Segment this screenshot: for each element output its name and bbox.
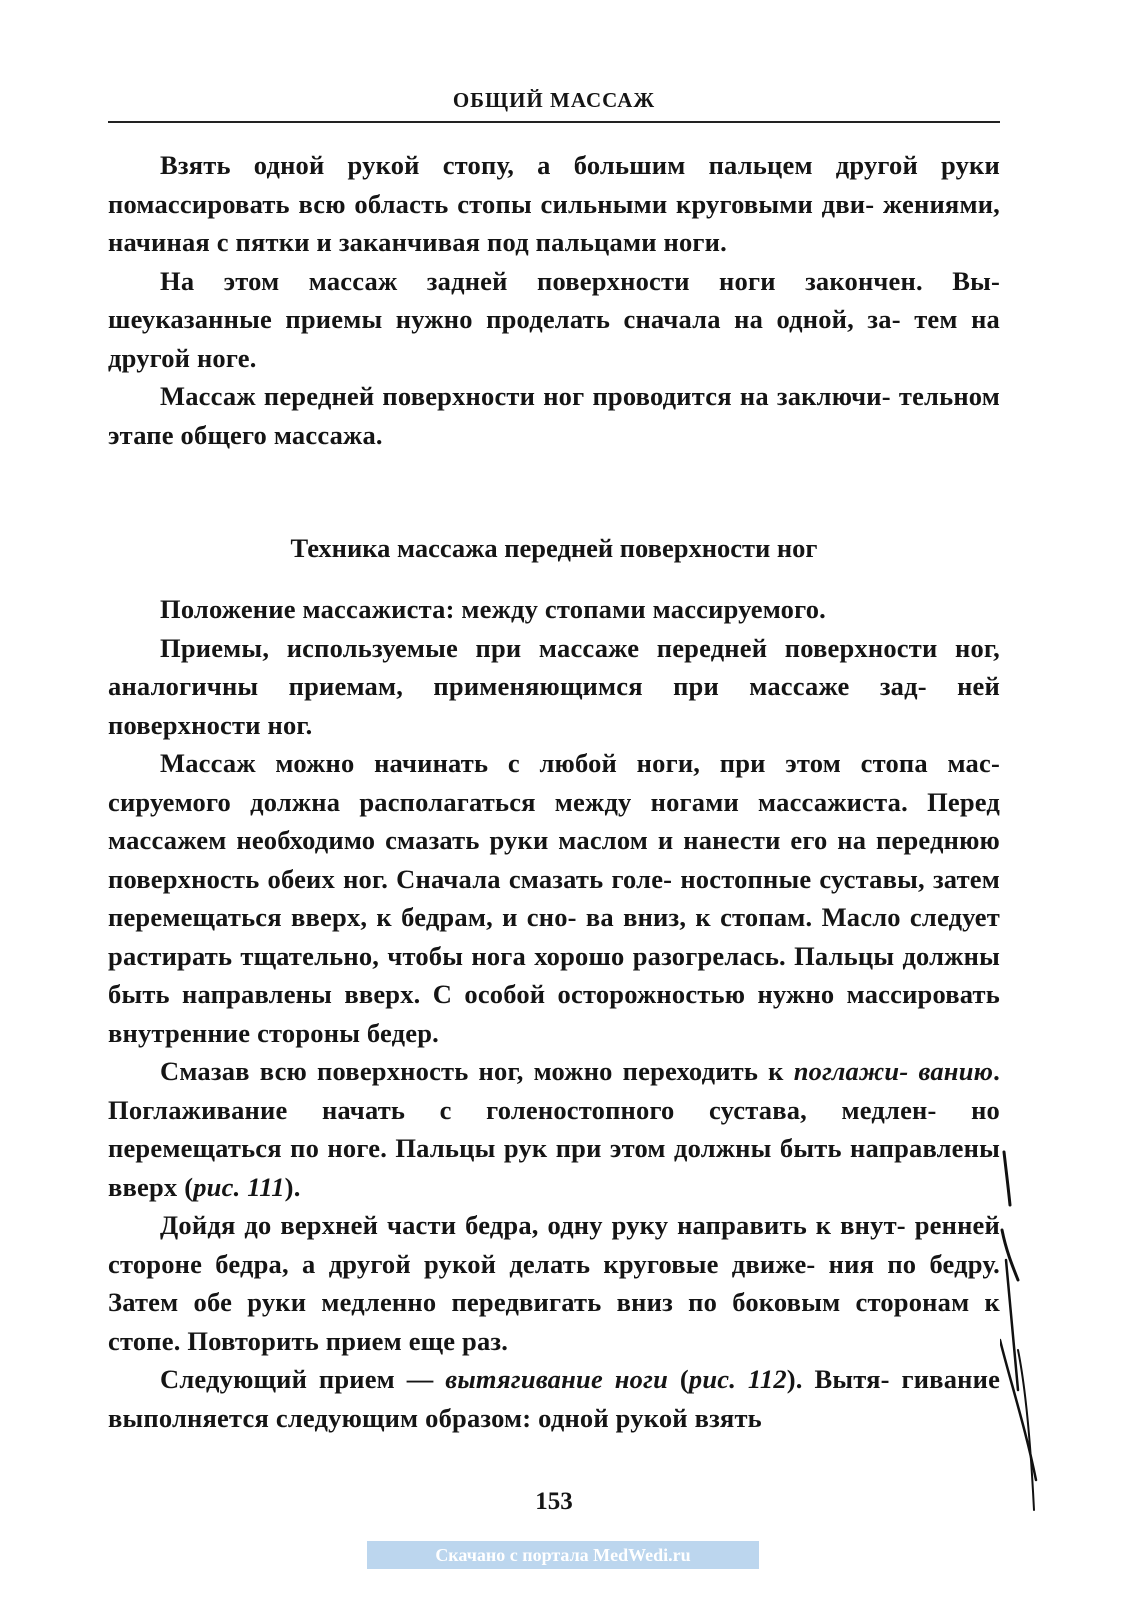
paragraph-techniques <box>108 629 1000 745</box>
paragraph-stretching <box>108 1360 1000 1437</box>
text-line: ( <box>668 1364 689 1394</box>
text-line: . Поглаживание начать с голеностопного сустава, медлен- <box>108 1056 1000 1125</box>
text-line: ностопные суставы, затем перемещаться вверх, к бедрам, и сно- <box>108 863 1001 932</box>
text-line: гивание выполняется следующим образом: одной рукой взять <box>108 1364 1001 1433</box>
text-line: нога хорошо разогрелась. Пальцы должны быть направлены <box>108 940 1000 1009</box>
page-number: 153 <box>535 1488 573 1515</box>
text-line: Положение массажиста: между стопами массируемого. <box>160 594 826 624</box>
paragraph-position <box>108 590 1000 629</box>
text-line: направлены вверх ( <box>108 1133 1001 1202</box>
text-line: Взять одной рукой стопу, а большим пальцем другой руки <box>160 150 1000 180</box>
margin-pen-marks <box>1000 1150 1060 1530</box>
intro-text <box>108 146 1000 454</box>
paragraph-foot-massage <box>108 146 1000 262</box>
header-rule <box>108 121 1000 123</box>
text-line: Смазав всю поверхность ног, можно переходить к <box>160 1056 794 1086</box>
text-line: ния по бедру. Затем обе руки медленно передвигать вниз по <box>108 1248 1000 1317</box>
emphasis-term: вытягивание ноги <box>445 1364 669 1394</box>
text-line: ног, аналогичны приемам, применяющимся при массаже зад- <box>108 632 1000 701</box>
emphasis-term: поглажи- <box>793 1056 909 1086</box>
text-line: ). <box>284 1171 301 1202</box>
text-line: ней поверхности ног. <box>108 671 1000 740</box>
text-line: На этом массаж задней поверхности ноги закончен. Вы- <box>160 265 1000 296</box>
text-line: тем на другой ноге. <box>108 304 1000 373</box>
text-line: вверх. С особой осторожностью нужно массировать внутренние <box>108 979 1000 1048</box>
text-line: Следующий прием — <box>160 1364 446 1394</box>
text-line: жениями, начиная с пятки и заканчивая под пальцами ноги. <box>108 188 1000 257</box>
text-line: Перед массажем необходимо смазать руки маслом и нанести <box>108 786 1000 855</box>
running-header: ОБЩИЙ МАССАЖ <box>452 88 656 112</box>
text-line: сируемого должна располагаться между ногами массажиста. <box>108 786 908 817</box>
paragraph-back-complete <box>108 262 1000 378</box>
text-line: шеуказанные приемы нужно проделать сначала на одной, за- <box>108 304 901 334</box>
download-watermark: Скачано с портала MedWedi.ru <box>367 1541 759 1569</box>
section-heading: Техника массажа передней поверхности ног <box>290 533 818 563</box>
text-line: помассировать всю область стопы сильными круговыми дви- <box>108 188 875 219</box>
text-line: ренней стороне бедра, а другой рукой делать круговые движе- <box>108 1210 1000 1279</box>
text-line: ва вниз, к стопам. Масло следует растирать тщательно, чтобы <box>108 902 1000 971</box>
paragraph-thigh <box>108 1206 1000 1360</box>
emphasis-term: ванию <box>918 1056 994 1086</box>
text-line: но перемещаться по ноге. Пальцы рук при этом должны быть <box>108 1094 1000 1163</box>
paragraph-front-final <box>108 377 1000 454</box>
main-text <box>108 590 1000 1437</box>
text-line: боковым сторонам к стопе. Повторить прием еще раз. <box>108 1287 1000 1356</box>
paragraph-oil <box>108 744 1000 1052</box>
text-line: Массаж передней поверхности ног проводится на заключи- <box>160 381 891 411</box>
text-line: ). Вытя- <box>786 1364 890 1394</box>
text-line: Массаж можно начинать с любой ноги, при этом стопа мас- <box>160 748 1000 778</box>
text-line: Дойдя до верхней части бедра, одну руку направить к внут- <box>160 1210 906 1240</box>
text-line: его на переднюю поверхность обеих ног. Сначала смазать голе- <box>108 825 1000 894</box>
paragraph-stroking <box>108 1052 1000 1206</box>
figure-reference: рис. 112 <box>688 1364 787 1394</box>
text-line: тельном этапе общего массажа. <box>108 381 1000 450</box>
text-line: стороны бедер. <box>257 1017 439 1048</box>
figure-reference: рис. 111 <box>193 1171 285 1202</box>
text-line: Приемы, используемые при массаже передней поверхности <box>160 632 938 663</box>
